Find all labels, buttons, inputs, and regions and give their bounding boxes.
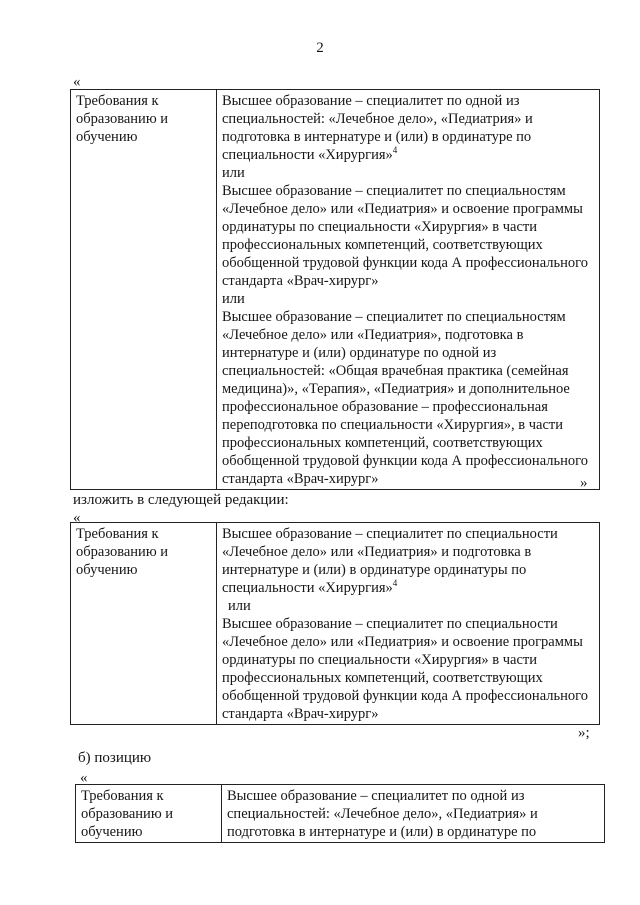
opening-quote: « [80, 770, 88, 786]
table-row [71, 523, 600, 725]
requirements-table-old [70, 89, 600, 490]
transition-text: изложить в следующей редакции: [73, 492, 289, 508]
opening-quote: « [73, 510, 81, 526]
paragraph-separator: или [228, 598, 251, 614]
paragraph: Высшее образование – специалитет по специальности «Лечебное дело» или «Педиатрия» и подготовка в интернатуре и (или) в ординатуре ординатуры по специальности «Хирургия»$^4$ [222, 526, 558, 596]
requirements-label: Требования к образованию и обучению [71, 523, 217, 725]
paragraph-separator: или [222, 291, 245, 307]
requirements-label: Требования к образованию и обучению [76, 785, 222, 843]
paragraph-separator: или [222, 165, 245, 181]
requirements-label: Требования к образованию и обучению [71, 90, 217, 490]
requirements-text [222, 785, 605, 843]
requirements-text [217, 523, 600, 725]
table-row [76, 785, 605, 843]
footnote-ref: 4 [392, 578, 398, 588]
requirements-table-position [75, 784, 605, 843]
table-row [71, 90, 600, 490]
footnote-ref: 4 [392, 145, 398, 155]
section-heading: б) позицию [78, 750, 152, 766]
closing-quote: » [580, 475, 588, 491]
requirements-table-new [70, 522, 600, 725]
opening-quote: « [73, 74, 81, 90]
paragraph: Высшее образование – специалитет по специальности «Лечебное дело» или «Педиатрия» и освоение программы ординатуры по специальности «Хирургия» в части профессиональных компетенций, соответствующих обобщенной трудовой функции кода А профессионального стандарта «Врач-хирург» [222, 616, 588, 722]
requirements-text [217, 90, 600, 490]
paragraph: Высшее образование – специалитет по одной из специальностей: «Лечебное дело», «Педиатрия» и подготовка в интернатуре и (или) в ординатуре по специальности «Хирургия»$^4$ [222, 93, 533, 163]
paragraph: Высшее образование – специалитет по специальностям «Лечебное дело» или «Педиатрия» и освоение программы ординатуры по специальности «Хирургия» в части профессиональных компетенций, соответствующих обобщенной трудовой функции кода А профессионального стандарта «Врач-хирург» [222, 183, 588, 289]
paragraph: Высшее образование – специалитет по специальностям «Лечебное дело» или «Педиатрия», подготовка в интернатуре и (или) ординатуре по одной из специальностей: «Общая врачебная практика (семейная медицина)», «Терапия», «Педиатрия» и дополнительное профессиональное образование – профессиональная переподготовка по специальности «Хирургия», в части профессиональных компетенций, соответствующих обобщенной трудовой функции кода А профессионального стандарта «Врач-хирург» [222, 309, 588, 487]
paragraph: Высшее образование – специалитет по одной из специальностей: «Лечебное дело», «Педиатрия» и подготовка в интернатуре и (или) в ординатуре по [227, 788, 538, 840]
closing-quote: »; [578, 725, 590, 741]
page-number: 2 [316, 40, 324, 56]
